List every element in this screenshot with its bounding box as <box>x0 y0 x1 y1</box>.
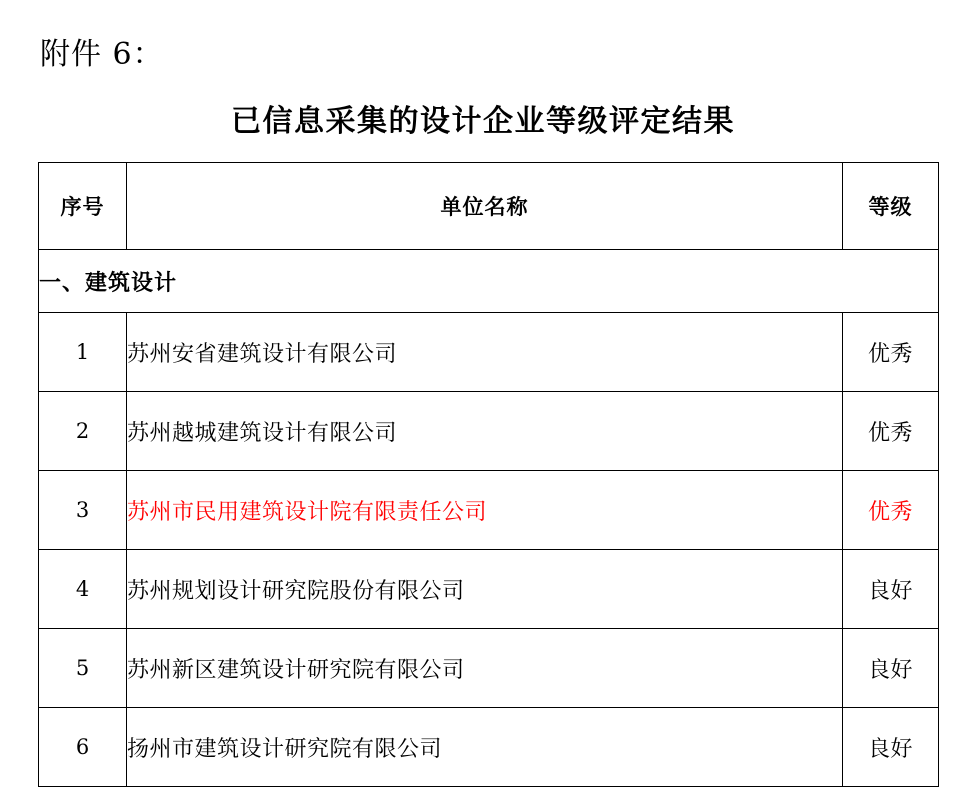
row-no: 4 <box>39 550 127 629</box>
row-name: 苏州市民用建筑设计院有限责任公司 <box>127 471 843 550</box>
row-name: 苏州规划设计研究院股份有限公司 <box>127 550 843 629</box>
row-grade: 良好 <box>843 629 939 708</box>
row-no: 3 <box>39 471 127 550</box>
row-grade: 优秀 <box>843 471 939 550</box>
table-body <box>39 163 939 787</box>
row-no: 5 <box>39 629 127 708</box>
row-grade: 优秀 <box>843 392 939 471</box>
page-title: 已信息采集的设计企业等级评定结果 <box>231 104 735 139</box>
attachment-label: 附件 6： <box>40 37 164 72</box>
table-row <box>39 708 939 787</box>
row-name: 扬州市建筑设计研究院有限公司 <box>127 708 843 787</box>
column-header-grade: 等级 <box>843 163 939 250</box>
row-grade: 优秀 <box>843 313 939 392</box>
table-row <box>39 392 939 471</box>
row-no: 6 <box>39 708 127 787</box>
grade-table <box>38 162 939 787</box>
table-section-row <box>39 250 939 313</box>
table-row-highlighted <box>39 471 939 550</box>
row-name: 苏州新区建筑设计研究院有限公司 <box>127 629 843 708</box>
section-title: 一、建筑设计 <box>39 250 939 313</box>
table-header-row <box>39 163 939 250</box>
row-no: 1 <box>39 313 127 392</box>
row-no: 2 <box>39 392 127 471</box>
row-grade: 良好 <box>843 550 939 629</box>
row-name: 苏州安省建筑设计有限公司 <box>127 313 843 392</box>
table-row <box>39 550 939 629</box>
row-name: 苏州越城建筑设计有限公司 <box>127 392 843 471</box>
column-header-name: 单位名称 <box>127 163 843 250</box>
table-row <box>39 629 939 708</box>
table-row <box>39 313 939 392</box>
column-header-no: 序号 <box>39 163 127 250</box>
row-grade: 良好 <box>843 708 939 787</box>
